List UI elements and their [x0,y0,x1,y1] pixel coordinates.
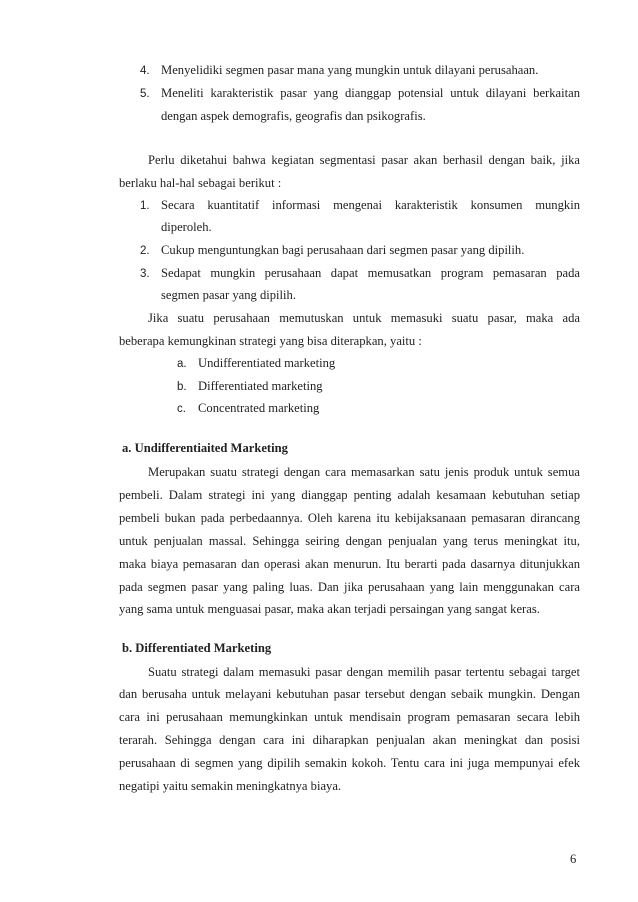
section-b-line: negatipi yaitu semakin meningkatnya biaya. [119,779,342,793]
list-item-text: Secara kuantitatif informasi mengenai karakteristik konsumen mungkin [161,198,580,212]
section-b-line: terarah. Sehingga dengan cara ini diharapkan penjualan akan meningkat dan posisi [119,733,580,747]
paragraph-line: Jika suatu perusahaan memutuskan untuk memasuki suatu pasar, maka ada [148,311,580,325]
list-item-text: Menyelidiki segmen pasar mana yang mungkin untuk dilayani perusahaan. [161,63,539,77]
list-item-text: dengan aspek demografis, geografis dan psikografis. [161,109,426,123]
section-a-line: pembeli bukan pada perbedaannya. Oleh karena itu kebijaksanaan pemasaran dirancang [119,511,580,525]
list-number: 2. [140,245,150,257]
strategy-item: Concentrated marketing [198,401,320,415]
list-number: 5. [140,88,150,100]
list-item-text: diperoleh. [161,220,212,234]
strategy-item: Undifferentiated marketing [198,356,336,370]
section-a-line: Merupakan suatu strategi dengan cara memasarkan satu jenis produk untuk semua [148,465,580,479]
section-a-heading: a. Undifferentiaited Marketing [122,441,288,455]
list-item-text: Sedapat mungkin perusahaan dapat memusatkan program pemasaran pada [161,266,580,280]
section-b-line: dan berusaha untuk melayani kebutuhan pasar tersebut dengan sebaik mungkin. Dengan [119,687,580,701]
section-b-line: cara ini perusahaan memungkinkan untuk mendisain program pemasaran secara lebih [119,710,580,724]
strategy-letter: b. [177,381,187,393]
paragraph-line: Perlu diketahui bahwa kegiatan segmentasi pasar akan berhasil dengan baik, jika [148,153,580,167]
paragraph-line: beberapa kemungkinan strategi yang bisa diterapkan, yaitu : [119,334,422,348]
section-a-line: pembeli. Dalam strategi ini yang dianggap penting adalah kesamaan kebutuhan setiap [119,488,580,502]
section-b-line: perusahaan di segmen yang dipilih semakin kokoh. Tentu cara ini juga mempunyai efek [119,756,580,770]
strategy-item: Differentiated marketing [198,379,323,393]
section-b-heading: b. Differentiated Marketing [122,641,272,655]
section-b-line: Suatu strategi dalam memasuki pasar dengan memilih pasar tertentu sebagai target [148,665,580,679]
section-a-line: pada segmen pasar yang paling luas. Dan jika perusahaan yang lain menggunakan cara [119,580,580,594]
paragraph-line: berlaku hal-hal sebagai berikut : [119,176,282,190]
list-item-text: Cukup menguntungkan bagi perusahaan dari segmen pasar yang dipilih. [161,243,525,257]
list-item-text: Meneliti karakteristik pasar yang dianggap potensial untuk dilayani berkaitan [161,86,580,100]
list-number: 3. [140,268,150,280]
list-number: 1. [140,200,150,212]
section-a-line: untuk penjualan massal. Sehingga seiring dengan penjualan yang terus meningkat itu, [119,534,580,548]
section-a-line: yang sama untuk menguasai pasar, maka akan terjadi persaingan yang sangat keras. [119,602,540,616]
strategy-letter: c. [177,403,186,415]
strategy-letter: a. [177,358,187,370]
list-item-text: segmen pasar yang dipilih. [161,288,297,302]
section-a-line: maka biaya pemasaran dan operasi akan menurun. Itu berarti pada dasarnya ditunjukkan [119,557,580,571]
list-number: 4. [140,65,150,77]
page-number: 6 [570,852,577,866]
